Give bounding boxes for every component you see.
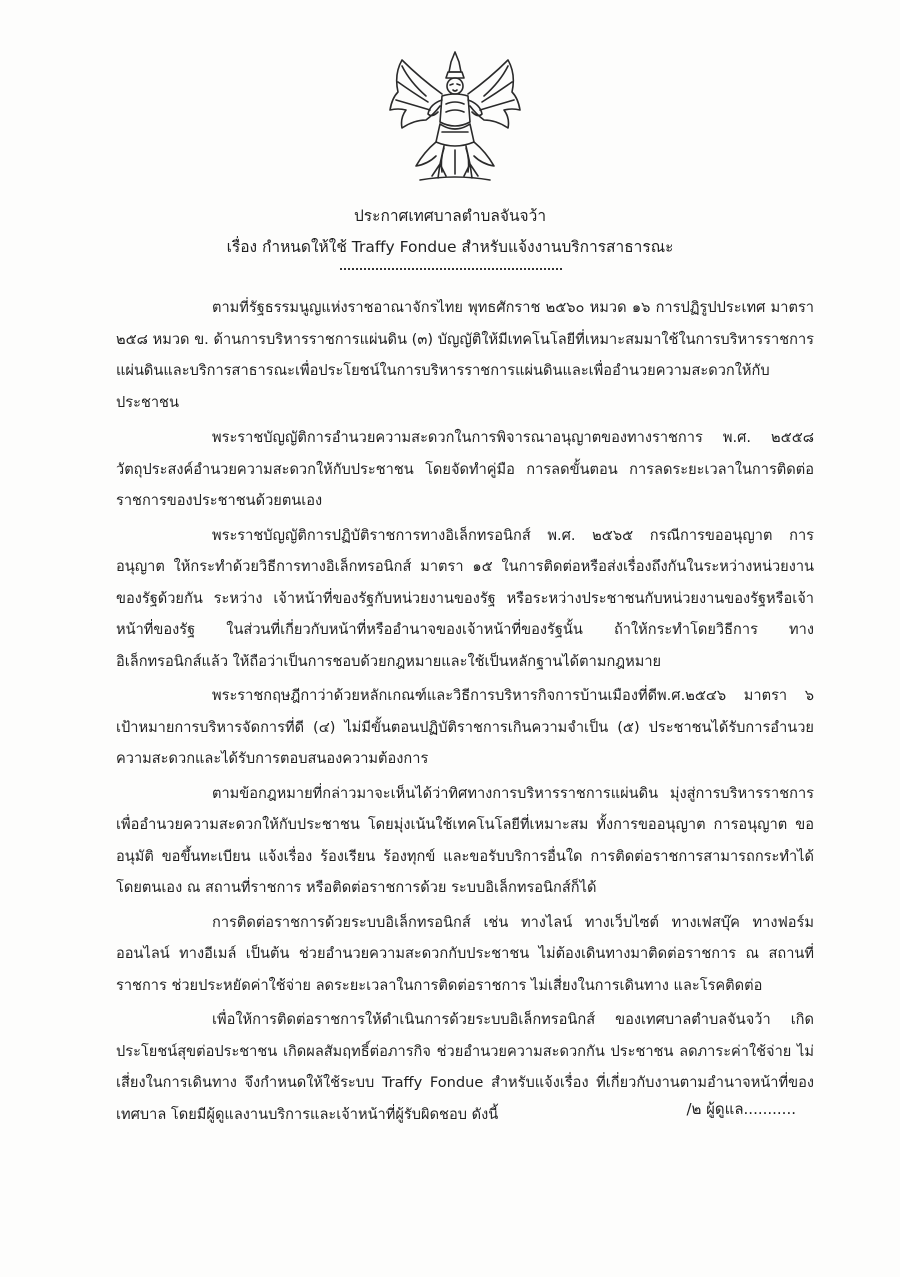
issuer-title: ประกาศเทศบาลตำบลจันจว้า [353, 207, 547, 225]
paragraph-good-governance-decree: พระราชกฤษฎีกาว่าด้วยหลักเกณฑ์และวิธีการบริหารกิจการบ้านเมืองที่ดีพ.ศ.๒๕๔๖ มาตรา ๖ เป้าหมายการบริหารจัดการที่ดี (๔) ไม่มีขั้นตอนปฏิบัติราชการเกินความจำเป็น (๕) ประชาชนได้รับการอำนวยความสะดวกและได้รับการตอบสนองความต้องการ [116, 687, 814, 767]
paragraph-electronic-channels: การติดต่อราชการด้วยระบบอิเล็กทรอนิกส์ เช่น ทางไลน์ ทางเว็บไซต์ ทางเฟสบุ๊ค ทางฟอร์มออนไลน์ ทางอีเมล์ เป็นต้น ช่วยอำนวยความสะดวกกับประชาชน ไม่ต้องเดินทางมาติดต่อราชการ ณ สถานที่ราชการ ช่วยประหยัดค่าใช้จ่าย ลดระยะเวลาในการติดต่อราชการ ไม่เสี่ยงในการเดินทาง และโรคติดต่อ [116, 913, 814, 994]
garuda-emblem-icon [380, 48, 530, 184]
document-body [116, 292, 814, 1130]
paragraph-facilitation-act: พระราชบัญญัติการอำนวยความสะดวกในการพิจารณาอนุญาตของทางราชการ พ.ศ. ๒๕๕๘ วัตถุประสงค์อำนวยความสะดวกให้กับประชาชน โดยจัดทำคู่มือ การลดขั้นตอน การลดระยะเวลาในการติดต่อราชการของประชาชนด้วยตนเอง [116, 429, 814, 509]
paragraph-legal-direction: ตามข้อกฎหมายที่กล่าวมาจะเห็นได้ว่าทิศทางการบริหารราชการแผ่นดิน มุ่งสู่การบริหารราชการเพื่ออำนวยความสะดวกให้กับประชาชน โดยมุ่งเน้นใช้เทคโนโลยีที่เหมาะสม ทั้งการขออนุญาต การอนุญาต ขออนุมัติ ขอขึ้นทะเบียน แจ้งเรื่อง ร้องเรียน ร้องทุกข์ และขอรับบริการอื่นใด การติดต่อราชการสามารถกระทำได้โดยตนเอง ณ สถานที่ราชการ หรือติดต่อราชการด้วย ระบบอิเล็กทรอนิกส์ก็ได้ [116, 784, 814, 896]
dotted-divider [340, 262, 562, 270]
paragraph-traffy-fondue: เพื่อให้การติดต่อราชการให้ดำเนินการด้วยระบบอิเล็กทรอนิกส์ ของเทศบาลตำบลจันจว้า เกิดประโยชน์สุขต่อประชาชน เกิดผลสัมฤทธิ์ต่อภารกิจ ช่วยอำนวยความสะดวกกัน ประชาชน ลดภาระค่าใช้จ่าย ไม่เสี่ยงในการเดินทาง จึงกำหนดให้ใช้ระบบ Traffy Fondue สำหรับแจ้งเรื่อง ที่เกี่ยวกับงานตามอำนาจหน้าที่ของเทศบาล โดยมีผู้ดูแลงานบริการและเจ้าหน้าที่ผู้รับผิดชอบ ดังนี้ [116, 1011, 814, 1123]
paragraph-constitution: ตามที่รัฐธรรมนูญแห่งราชอาณาจักรไทย พุทธศักราช ๒๕๖๐ หมวด ๑๖ การปฏิรูปประเทศ มาตรา ๒๕๘ หมวด ข. ด้านการบริหารราชการแผ่นดิน (๓) บัญญัติให้มีเทคโนโลยีที่เหมาะสมมาใช้ในการบริหารราชการแผ่นดินและบริการสาธารณะเพื่อประโยชน์ในการบริหารราชการแผ่นดินและเพื่ออำนวยความสะดวกให้กับประชาชน [116, 299, 814, 411]
subject-title: เรื่อง กำหนดให้ใช้ Traffy Fondue สำหรับแจ้งงานบริการสาธารณะ [226, 238, 674, 256]
page-continuation: /๒ ผู้ดูแล........... [686, 1100, 796, 1118]
paragraph-electronic-act: พระราชบัญญัติการปฏิบัติราชการทางอิเล็กทรอนิกส์ พ.ศ. ๒๕๖๕ กรณีการขออนุญาต การอนุญาต ให้กระทำด้วยวิธีการทางอิเล็กทรอนิกส์ มาตรา ๑๕ ในการติดต่อหรือส่งเรื่องถึงกันในระหว่างหน่วยงานของรัฐด้วยกัน ระหว่าง เจ้าหน้าที่ของรัฐกับหน่วยงานของรัฐ หรือระหว่างประชาชนกับหน่วยงานของรัฐหรือเจ้าหน้าที่ของรัฐ ในส่วนที่เกี่ยวกับหน้าที่หรืออำนาจของเจ้าหน้าที่ของรัฐนั้น ถ้าให้กระทำโดยวิธีการ ทางอิเล็กทรอนิกส์แล้ว ให้ถือว่าเป็นการชอบด้วยกฎหมายและใช้เป็นหลักฐานได้ตามกฎหมาย [116, 526, 814, 670]
